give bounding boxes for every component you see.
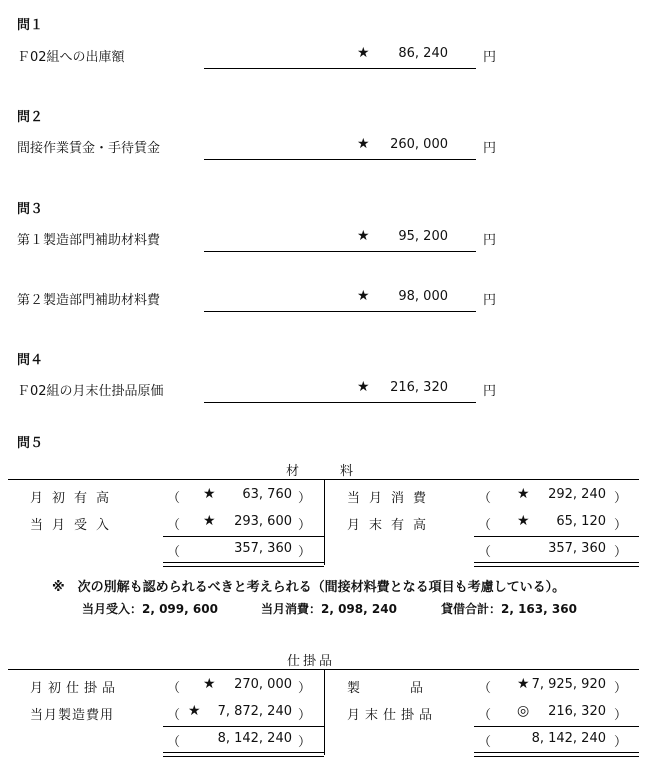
q3-row2-underline [204,311,476,312]
q3-row2-star-icon: ★ [357,288,370,304]
q2-star-icon: ★ [357,136,370,152]
materials-left-row2-value: 293, 600 [234,514,292,529]
wip-right-row2-double-circle-icon: ◎ [517,703,530,719]
wip-right-total-close: ） [614,735,628,750]
materials-title: 材 料 [286,464,368,479]
materials-right-total: 357, 360 [548,541,606,556]
materials-right-row2-open: （ [478,518,492,533]
wip-left-row2-star-icon: ★ [188,703,201,719]
materials-left-row1-open: （ [167,491,181,506]
wip-right-sum-line [474,726,639,727]
q2-unit: 円 [483,141,497,156]
materials-right-row1-star-icon: ★ [517,486,530,502]
wip-right-row2-open: （ [478,708,492,723]
q4-unit: 円 [483,384,497,399]
wip-right-row2-label: 月末仕掛品 [347,708,438,723]
q2-underline [204,159,476,160]
q5-heading: 問５ [17,436,44,451]
wip-right-row1-label: 製 品 [347,681,432,696]
materials-right-row1-label: 当月消費 [347,491,436,506]
materials-left-double-line [163,562,324,567]
materials-right-total-close: ） [614,545,628,560]
q1-label: Ｆ02組への出庫額 [17,50,125,65]
materials-left-row1-value: 63, 760 [242,487,292,502]
wip-left-double-line [163,752,324,757]
q1-underline [204,68,476,69]
wip-left-row2-value: 7, 872, 240 [217,704,292,719]
q3-row2-unit: 円 [483,293,497,308]
materials-right-row2-value: 65, 120 [556,514,606,529]
materials-left-row2-close: ） [298,518,312,533]
materials-left-row2-open: （ [167,518,181,533]
materials-right-row1-close: ） [614,491,628,506]
materials-right-row2-label: 月末有高 [347,518,436,533]
q2-heading: 問２ [17,110,44,125]
q4-underline [204,402,476,403]
wip-left-row2-label: 当月製造費用 [30,708,115,723]
q3-row1-label: 第１製造部門補助材料費 [17,233,161,248]
materials-right-row1-open: （ [478,491,492,506]
wip-left-row1-close: ） [298,681,312,696]
wip-right-row2-close: ） [614,708,628,723]
wip-left-row1-open: （ [167,681,181,696]
materials-right-row1-value: 292, 240 [548,487,606,502]
wip-center-line [324,669,325,755]
q2-label: 間接作業賃金・手待賃金 [17,141,161,156]
materials-right-total-open: （ [478,545,492,560]
q1-heading: 問１ [17,18,44,33]
q4-heading: 問４ [17,353,44,368]
materials-right-sum-line [474,536,639,537]
materials-left-sum-line [163,536,324,537]
wip-right-total-open: （ [478,735,492,750]
q4-value: 216, 320 [390,380,448,395]
wip-left-row1-value: 270, 000 [234,677,292,692]
alt-answer-consumed: 当月消費：2, 098, 240 [261,602,397,616]
q1-value: 86, 240 [398,46,448,61]
materials-left-total-close: ） [298,545,312,560]
q2-value: 260, 000 [390,137,448,152]
wip-right-row1-value: 7, 925, 920 [531,677,606,692]
q3-row1-star-icon: ★ [357,228,370,244]
wip-title: 仕掛品 [287,654,336,669]
materials-left-row1-label: 月初有高 [30,491,119,506]
wip-left-total: 8, 142, 240 [217,731,292,746]
materials-left-row1-close: ） [298,491,312,506]
materials-right-row2-star-icon: ★ [517,513,530,529]
materials-center-line [324,479,325,565]
alt-answer-total: 貸借合計：2, 163, 360 [441,602,577,616]
wip-right-row1-open: （ [478,681,492,696]
q3-row2-value: 98, 000 [398,289,448,304]
wip-left-sum-line [163,726,324,727]
wip-left-total-close: ） [298,735,312,750]
materials-left-total-open: （ [167,545,181,560]
materials-right-double-line [474,562,639,567]
wip-left-row1-star-icon: ★ [203,676,216,692]
wip-left-total-open: （ [167,735,181,750]
wip-right-total: 8, 142, 240 [531,731,606,746]
q3-row1-unit: 円 [483,233,497,248]
q4-label: Ｆ02組の月末仕掛品原価 [17,384,164,399]
q1-star-icon: ★ [357,45,370,61]
wip-left-row1-label: 月初仕掛品 [30,681,121,696]
q4-star-icon: ★ [357,379,370,395]
materials-left-row1-star-icon: ★ [203,486,216,502]
materials-left-total: 357, 360 [234,541,292,556]
wip-right-row2-value: 216, 320 [548,704,606,719]
q3-row2-label: 第２製造部門補助材料費 [17,293,161,308]
materials-left-row2-star-icon: ★ [203,513,216,529]
materials-left-row2-label: 当月受入 [30,518,119,533]
q1-unit: 円 [483,50,497,65]
q3-heading: 問３ [17,202,44,217]
wip-right-row1-close: ） [614,681,628,696]
wip-right-double-line [474,752,639,757]
q3-row1-value: 95, 200 [398,229,448,244]
wip-right-row1-star-icon: ★ [517,676,530,692]
alt-answer-received: 当月受入：2, 099, 600 [82,602,218,616]
wip-left-row2-open: （ [167,708,181,723]
wip-left-row2-close: ） [298,708,312,723]
materials-right-row2-close: ） [614,518,628,533]
alt-answer-note: ※ 次の別解も認められるべきと考えられる（間接材料費となる項目も考慮している）。 [52,580,566,595]
q3-row1-underline [204,251,476,252]
